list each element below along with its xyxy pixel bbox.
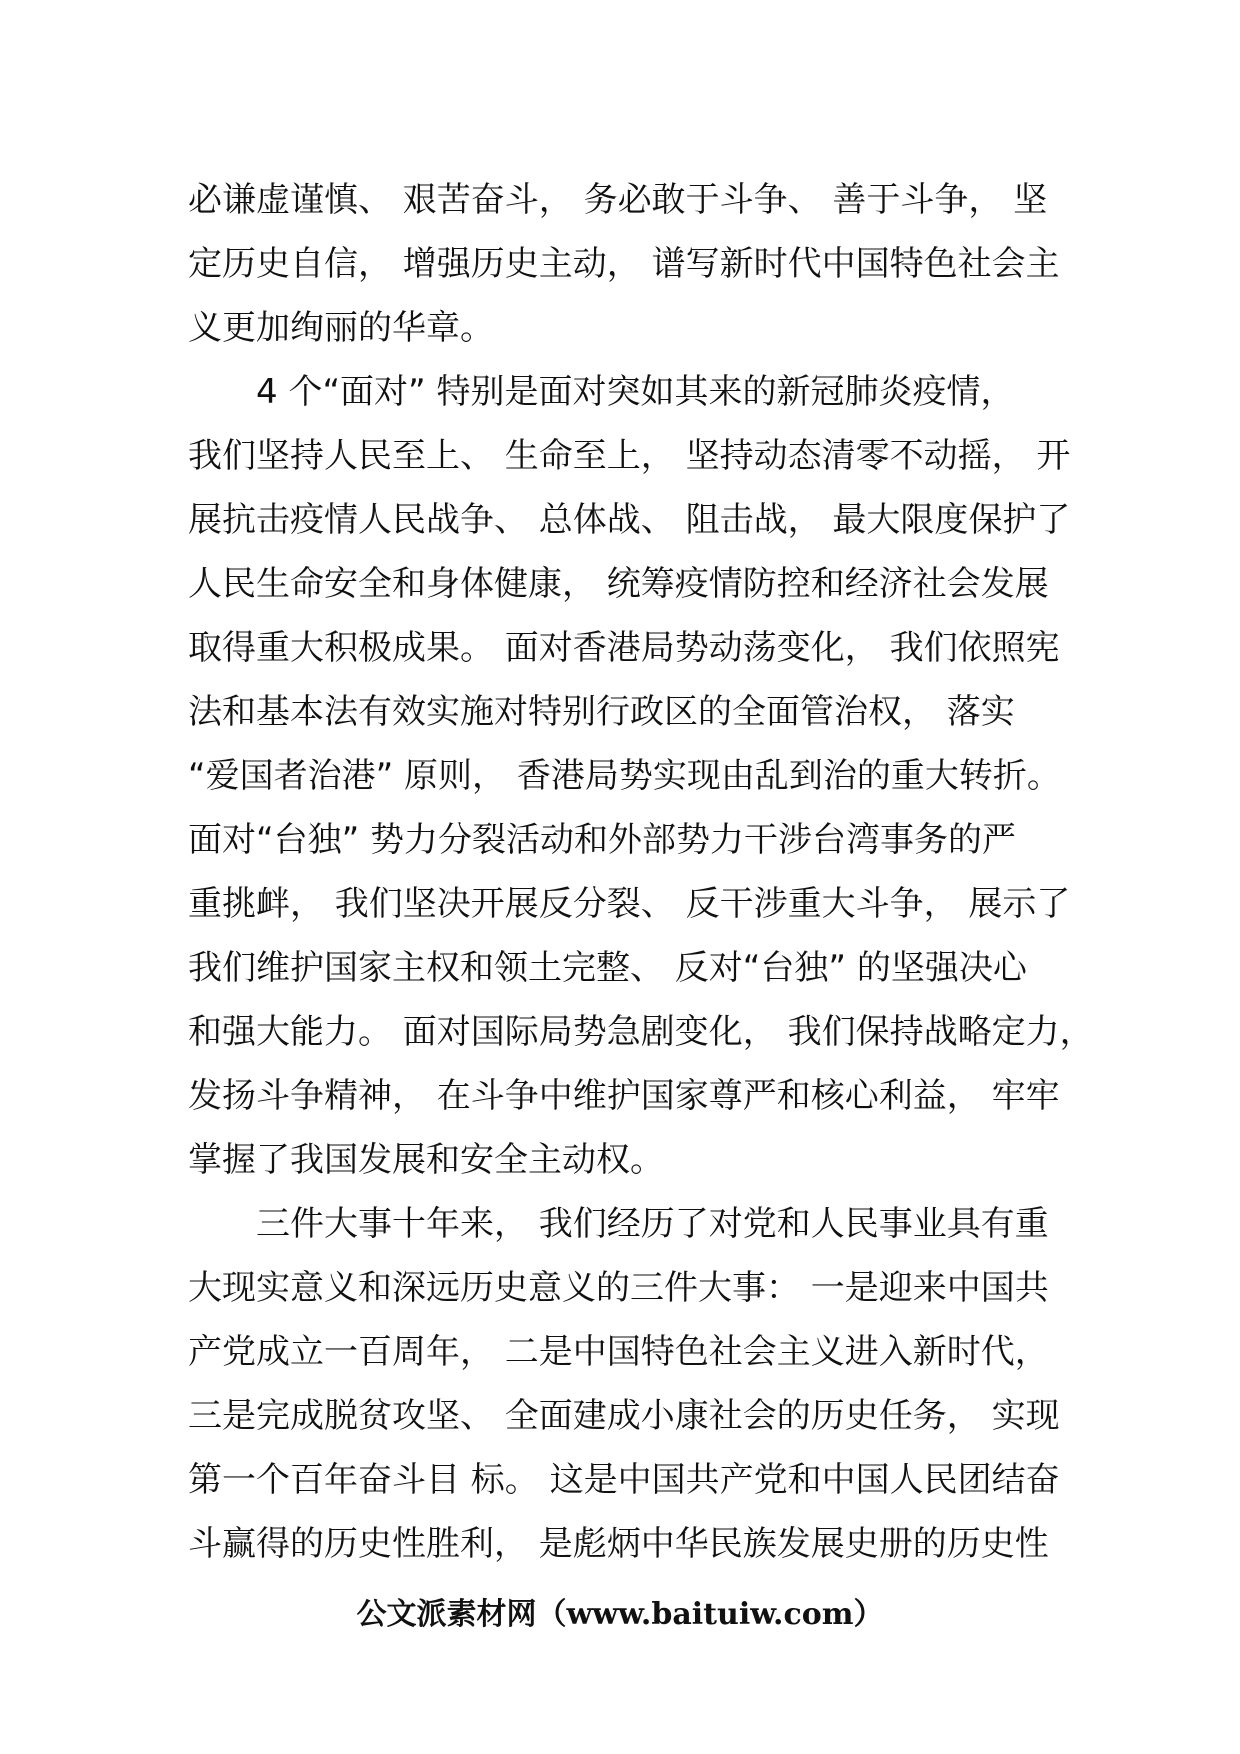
text-line: 法和基本法有效实施对特别行政区的全面管治权， 落实 xyxy=(188,692,1015,732)
text-line: “爱国者治港” 原则， 香港局势实现由乱到治的重大转折。 xyxy=(188,756,1061,796)
text-line: 取得重大积极成果。 面对香港局势动荡变化， 我们依照宪 xyxy=(188,628,1060,668)
text-line: 第一个百年奋斗目 标。 这是中国共产党和中国人民团结奋 xyxy=(188,1460,1060,1500)
text-line: 4 个“面对” 特别是面对突如其来的新冠肺炎疫情， xyxy=(256,372,1015,412)
text-line: 三件大事十年来， 我们经历了对党和人民事业具有重 xyxy=(256,1204,1049,1244)
text-line: 掌握了我国发展和安全主动权。 xyxy=(188,1140,664,1180)
text-line: 展抗击疫情人民战争、 总体战、 阻击战， 最大限度保护了 xyxy=(188,500,1071,540)
text-line: 我们坚持人民至上、 生命至上， 坚持动态清零不动摇， 开 xyxy=(188,436,1071,476)
text-line: 三是完成脱贫攻坚、 全面建成小康社会的历史任务， 实现 xyxy=(188,1396,1060,1436)
body-text xyxy=(188,168,1094,1576)
text-line: 产党成立一百周年， 二是中国特色社会主义进入新时代， xyxy=(188,1332,1049,1372)
text-line: 义更加绚丽的华章。 xyxy=(188,308,494,348)
text-line: 人民生命安全和身体健康， 统筹疫情防控和经济社会发展 xyxy=(188,564,1049,604)
text-line: 面对“台独” 势力分裂活动和外部势力干涉台湾事务的严 xyxy=(188,820,1017,860)
text-line: 重挑衅， 我们坚决开展反分裂、 反干涉重大斗争， 展示了 xyxy=(188,884,1071,924)
text-line: 必谦虚谨慎、 艰苦奋斗， 务必敢于斗争、 善于斗争， 坚 xyxy=(188,180,1048,220)
text-line: 定历史自信， 增强历史主动， 谱写新时代中国特色社会主 xyxy=(188,244,1060,284)
text-line: 斗赢得的历史性胜利， 是彪炳中华民族发展史册的历史性 xyxy=(188,1524,1049,1564)
footer-watermark: 公文派素材网（www.baituiw.com） xyxy=(356,1597,884,1632)
text-line: 和强大能力。 面对国际局势急剧变化， 我们保持战略定力， xyxy=(188,1012,1094,1052)
text-line: 大现实意义和深远历史意义的三件大事： 一是迎来中国共 xyxy=(188,1268,1049,1308)
text-line: 我们维护国家主权和领土完整、 反对“台独” 的坚强决心 xyxy=(188,948,1027,988)
text-line: 发扬斗争精神， 在斗争中维护国家尊严和核心利益， 牢牢 xyxy=(188,1076,1060,1116)
